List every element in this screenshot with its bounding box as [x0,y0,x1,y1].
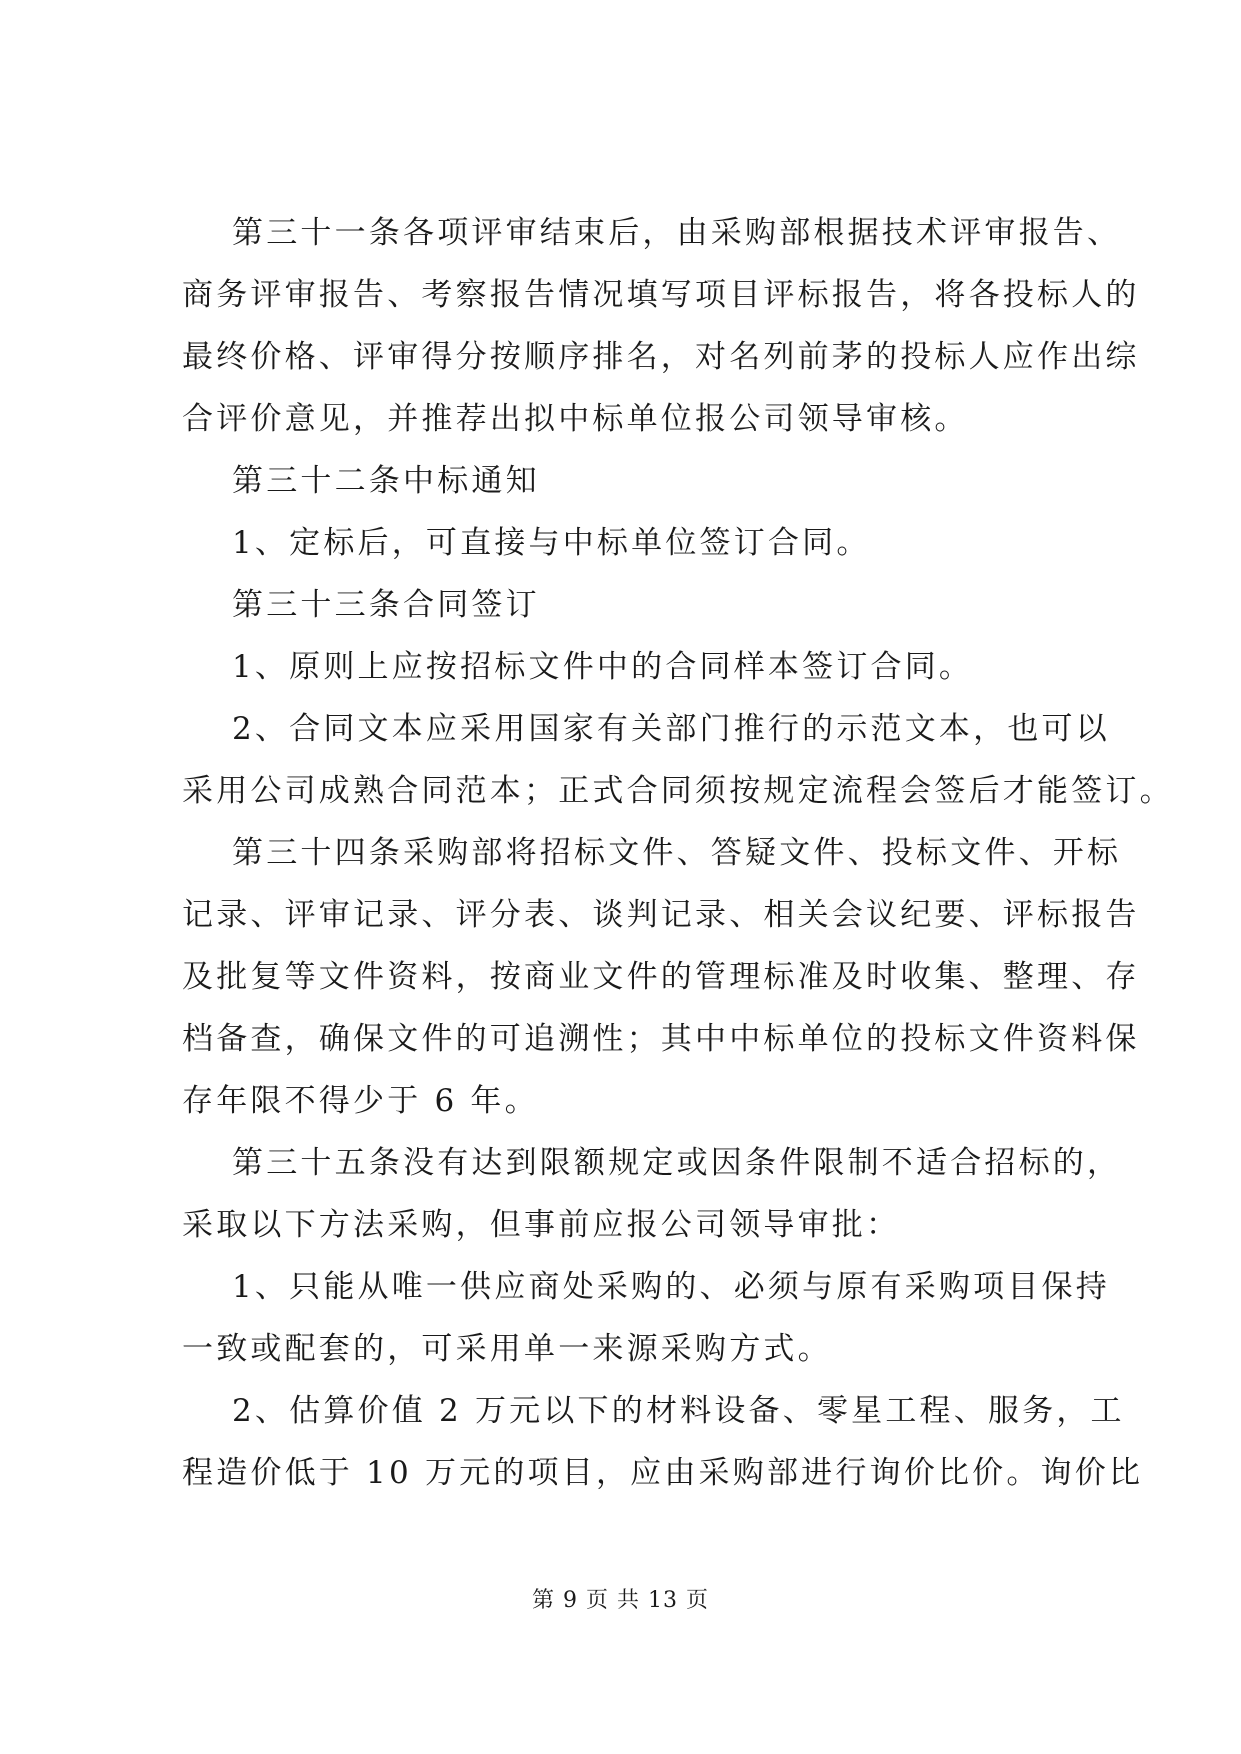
paragraph-line: 商务评审报告、考察报告情况填写项目评标报告，将各投标人的 [182,277,1140,313]
paragraph-line: 采用公司成熟合同范本；正式合同须按规定流程会签后才能签订。 [182,773,1174,809]
paragraph-line: 一致或配套的，可采用单一来源采购方式。 [182,1331,832,1367]
paragraph-line: 记录、评审记录、评分表、谈判记录、相关会议纪要、评标报告 [182,897,1140,933]
paragraph-line: 及批复等文件资料，按商业文件的管理标准及时收集、整理、存 [182,959,1140,995]
paragraph-line: 第三十四条采购部将招标文件、答疑文件、投标文件、开标 [232,835,1122,871]
document-body [182,202,1174,1504]
paragraph-line: 第三十一条各项评审结束后，由采购部根据技术评审报告、 [232,215,1122,251]
paragraph-line: 第三十五条没有达到限额规定或因条件限制不适合招标的， [232,1145,1122,1181]
paragraph-line: 最终价格、评审得分按顺序排名，对名列前茅的投标人应作出综 [182,339,1140,375]
page-number-footer: 第 9 页 共 13 页 [532,1588,709,1613]
paragraph-line: 1、定标后，可直接与中标单位签订合同。 [232,525,871,561]
paragraph-line: 档备查，确保文件的可追溯性；其中中标单位的投标文件资料保 [182,1021,1140,1057]
paragraph-line: 1、原则上应按招标文件中的合同样本签订合同。 [232,649,974,685]
paragraph-line: 2、合同文本应采用国家有关部门推行的示范文本，也可以 [232,711,1110,747]
paragraph-line: 采取以下方法采购，但事前应报公司领导审批： [182,1207,901,1243]
paragraph-line: 存年限不得少于 6 年。 [182,1083,539,1119]
paragraph-line: 合评价意见，并推荐出拟中标单位报公司领导审核。 [182,401,969,437]
paragraph-line: 程造价低于 10 万元的项目，应由采购部进行询价比价。询价比 [182,1455,1144,1491]
paragraph-line: 2、估算价值 2 万元以下的材料设备、零星工程、服务，工 [232,1393,1125,1429]
section-heading: 第三十三条合同签订 [232,587,540,623]
paragraph-line: 1、只能从唯一供应商处采购的、必须与原有采购项目保持 [232,1269,1110,1305]
section-heading: 第三十二条中标通知 [232,463,540,499]
